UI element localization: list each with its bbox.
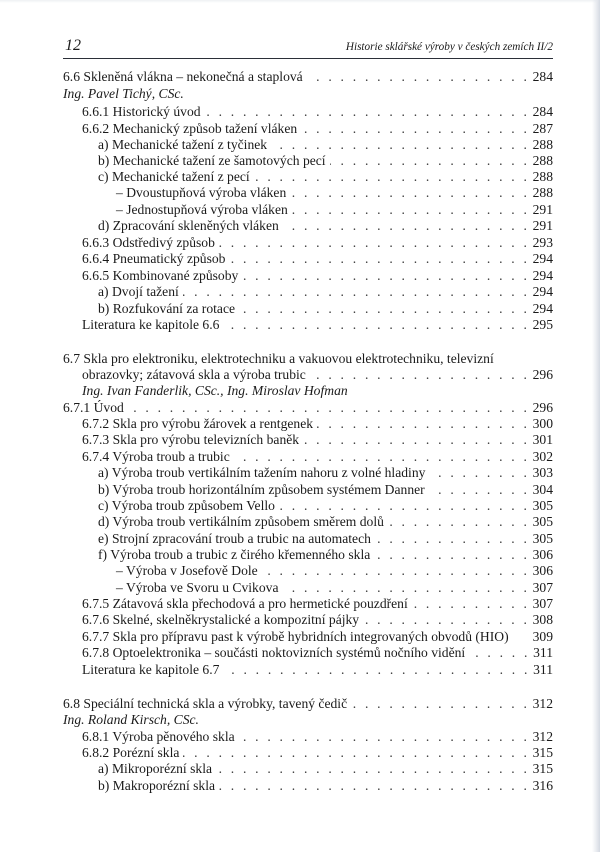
toc-page-number: 294 — [532, 284, 553, 299]
dot-leader — [128, 400, 530, 416]
table-of-contents — [63, 0, 553, 852]
toc-entry-title: 6.8 Speciální technická skla a výrobky, tavený čedič — [63, 696, 348, 711]
toc-entry-title: 6.6.2 Mechanický způsob tažení vláken — [82, 121, 298, 136]
toc-entry-title: b) Výroba troub horizontálním způsobem systémem Danner — [98, 482, 425, 497]
toc-entry[interactable] — [63, 153, 553, 169]
toc-entry-title: c) Výroba troub způsobem Vello — [98, 498, 275, 513]
toc-entry[interactable] — [63, 696, 553, 712]
toc-page-number: 300 — [532, 416, 553, 431]
scan-edge-shadow — [592, 0, 600, 852]
toc-page-number: 316 — [532, 778, 553, 793]
dot-leader — [429, 465, 529, 481]
toc-page-number: 306 — [532, 563, 553, 578]
dot-leader — [183, 284, 530, 300]
toc-entry[interactable] — [63, 745, 553, 761]
toc-entry[interactable] — [63, 449, 553, 465]
dot-leader — [307, 69, 530, 85]
dot-leader — [223, 317, 529, 333]
dot-leader — [363, 612, 530, 628]
dot-leader — [205, 104, 530, 120]
dot-leader — [242, 268, 529, 284]
toc-entry-title: – Výroba ve Svoru u Cvikova — [116, 580, 279, 595]
toc-entry-title: Literatura ke kapitole 6.6 — [82, 317, 220, 332]
toc-entry[interactable] — [63, 251, 553, 267]
toc-entry-title: – Výroba v Josefově Dole — [116, 563, 258, 578]
toc-entry-title: obrazovky; zátavová skla a výroba trubic — [82, 367, 306, 382]
dot-leader — [310, 367, 530, 383]
toc-author-line — [63, 86, 553, 102]
toc-entry[interactable] — [63, 137, 553, 153]
toc-page-number: 304 — [532, 482, 553, 497]
toc-page-number: 305 — [532, 531, 553, 546]
toc-entry-title: – Jednostupňová výroba vláken — [116, 202, 288, 217]
dot-leader — [303, 432, 530, 448]
toc-entry[interactable] — [63, 268, 553, 284]
toc-page-number: 288 — [532, 137, 553, 152]
toc-entry[interactable] — [63, 778, 553, 794]
page-number: 12 — [65, 37, 81, 54]
toc-entry[interactable] — [63, 729, 553, 745]
toc-page-number: 302 — [532, 449, 553, 464]
dot-leader — [279, 498, 530, 514]
toc-page-number: 305 — [532, 514, 553, 529]
dot-leader — [239, 729, 530, 745]
toc-entry[interactable] — [63, 367, 553, 383]
toc-entry[interactable] — [63, 284, 553, 300]
toc-page-number: 288 — [532, 153, 553, 168]
dot-leader — [469, 645, 530, 661]
toc-entry-title: 6.7.1 Úvod — [63, 400, 124, 415]
toc-entry[interactable] — [63, 498, 553, 514]
toc-page-number: 296 — [532, 400, 553, 415]
toc-entry-title: a) Mechanické tažení z tyčinek — [98, 137, 268, 152]
toc-page-number: 294 — [532, 251, 553, 266]
toc-entry[interactable] — [63, 612, 553, 628]
toc-entry[interactable] — [63, 416, 553, 432]
toc-entry-title: 6.6.1 Historický úvod — [82, 104, 201, 119]
toc-entry-title: b) Rozfukování za rotace — [98, 301, 236, 316]
dot-leader — [282, 580, 529, 596]
toc-entry-title: e) Strojní zpracování troub a trubic na automatech — [98, 531, 371, 546]
dot-leader — [219, 778, 530, 794]
toc-entry[interactable] — [63, 645, 553, 661]
toc-entry[interactable] — [63, 69, 553, 85]
dot-leader — [271, 137, 530, 153]
toc-entry-title: a) Mikroporézní skla — [98, 761, 213, 776]
dot-leader — [262, 563, 530, 579]
toc-entry[interactable] — [63, 202, 553, 218]
toc-entry-title: c) Mechanické tažení z pecí — [98, 169, 250, 184]
toc-entry-title: 6.8.1 Výroba pěnového skla — [82, 729, 235, 744]
toc-entry-title: b) Makroporézní skla — [98, 778, 216, 793]
dot-leader — [234, 449, 530, 465]
toc-entry[interactable] — [63, 531, 553, 547]
toc-entry[interactable] — [63, 514, 553, 530]
dot-leader — [374, 547, 529, 563]
toc-page-number: 284 — [532, 69, 553, 84]
toc-entry[interactable] — [63, 351, 553, 367]
toc-page-number: 301 — [532, 432, 553, 447]
toc-author: Ing. Pavel Tichý, CSc. — [63, 86, 184, 101]
toc-entry-title: 6.7.4 Výroba troub a trubic — [82, 449, 230, 464]
toc-entry[interactable] — [63, 596, 553, 612]
toc-entry[interactable] — [63, 432, 553, 448]
toc-page-number: 287 — [532, 121, 553, 136]
dot-leader — [216, 761, 530, 777]
dot-leader — [292, 202, 530, 218]
toc-entry-title: 6.6.4 Pneumatický způsob — [82, 251, 226, 266]
dot-leader — [351, 696, 530, 712]
dot-leader — [317, 416, 530, 432]
toc-page-number: 303 — [532, 465, 553, 480]
toc-page-number: 294 — [532, 268, 553, 283]
toc-author: Ing. Ivan Fanderlik, CSc., Ing. Miroslav Hofman — [82, 383, 348, 398]
toc-entry-title: 6.7.7 Skla pro přípravu past k výrobě hybridních integrovaných obvodů (HIO) — [82, 629, 509, 644]
dot-leader — [412, 596, 530, 612]
dot-leader — [223, 662, 530, 678]
toc-entry[interactable] — [63, 563, 553, 579]
toc-page-number: 311 — [533, 662, 553, 677]
toc-page-number: 284 — [532, 104, 553, 119]
toc-entry-title: d) Zpracování skleněných vláken — [98, 218, 279, 233]
toc-entry[interactable] — [63, 761, 553, 777]
toc-author-line — [63, 383, 553, 399]
toc-entry[interactable] — [63, 169, 553, 185]
dot-leader — [239, 301, 530, 317]
toc-page-number: 311 — [533, 645, 553, 660]
toc-entry-title: 6.8.2 Porézní skla — [82, 745, 180, 760]
toc-page-number: 291 — [532, 202, 553, 217]
toc-entry[interactable] — [63, 465, 553, 481]
dot-leader — [290, 185, 529, 201]
dot-leader — [330, 153, 530, 169]
toc-entry-title: b) Mechanické tažení ze šamotových pecí — [98, 153, 326, 168]
toc-page-number: 291 — [532, 218, 553, 233]
toc-page-number: 312 — [532, 696, 553, 711]
dot-leader — [301, 121, 529, 137]
toc-entry[interactable] — [63, 185, 553, 201]
toc-entry[interactable] — [63, 317, 553, 333]
toc-entry[interactable] — [63, 235, 553, 251]
toc-page-number: 295 — [532, 317, 553, 332]
running-title: Historie sklářské výroby v českých zemích II/2 — [345, 41, 553, 53]
toc-page-number: 307 — [532, 596, 553, 611]
toc-page-number: 312 — [532, 729, 553, 744]
toc-page-number: 288 — [532, 169, 553, 184]
toc-entry-title: d) Výroba troub vertikálním způsobem směrem dolů — [98, 514, 384, 529]
toc-author: Ing. Roland Kirsch, CSc. — [63, 712, 199, 727]
toc-page-number: 294 — [532, 301, 553, 316]
toc-entry[interactable] — [63, 104, 553, 120]
toc-entry-title: a) Dvojí tažení — [98, 284, 179, 299]
toc-page-number: 307 — [532, 580, 553, 595]
toc-entry-title: f) Výroba troub a trubic z čirého křemenného skla — [98, 547, 371, 562]
dot-leader — [229, 251, 529, 267]
toc-entry-title: 6.7.2 Skla pro výrobu žárovek a rentgenek — [82, 416, 314, 431]
toc-entry-title: 6.6.5 Kombinované způsoby — [82, 268, 239, 283]
dot-leader — [375, 531, 530, 547]
toc-entry[interactable] — [63, 482, 553, 498]
toc-entry-title: 6.7 Skla pro elektroniku, elektrotechniku a vakuovou elektrotechniku, televizní — [63, 351, 494, 366]
toc-entry[interactable] — [63, 547, 553, 563]
toc-entry[interactable] — [63, 218, 553, 234]
toc-entry[interactable] — [63, 629, 553, 645]
toc-author-line — [63, 712, 553, 728]
toc-page-number: 306 — [532, 547, 553, 562]
toc-page-number: 293 — [532, 235, 553, 250]
toc-entry-title: a) Výroba troub vertikálním tažením nahoru z volné hladiny — [98, 465, 426, 480]
dot-leader — [219, 235, 530, 251]
toc-page-number: 315 — [532, 745, 553, 760]
dot-leader — [429, 482, 530, 498]
toc-page-number: 305 — [532, 498, 553, 513]
toc-entry-title: 6.7.8 Optoelektronika – součásti noktovizních systémů nočního vidění — [82, 645, 466, 660]
toc-entry[interactable] — [63, 400, 553, 416]
toc-entry[interactable] — [63, 301, 553, 317]
toc-entry-title: 6.7.6 Skelné, skelněkrystalické a kompozitní pájky — [82, 612, 360, 627]
toc-page-number: 308 — [532, 612, 553, 627]
toc-entry-title: 6.7.3 Skla pro výrobu televizních baněk — [82, 432, 300, 447]
toc-entry-title: 6.7.5 Zátavová skla přechodová a pro hermetické pouzdření — [82, 596, 408, 611]
toc-page-number: 296 — [532, 367, 553, 382]
dot-leader — [254, 169, 530, 185]
dot-leader — [388, 514, 530, 530]
toc-page-number: 309 — [532, 629, 553, 644]
toc-entry[interactable] — [63, 662, 553, 678]
toc-entry-title: – Dvoustupňová výroba vláken — [116, 185, 287, 200]
toc-entry-title: 6.6 Skleněná vlákna – nekonečná a staplová — [63, 69, 303, 84]
toc-entry-title: 6.6.3 Odstředivý způsob — [82, 235, 215, 250]
dot-leader — [183, 745, 529, 761]
toc-page-number: 315 — [532, 761, 553, 776]
toc-entry[interactable] — [63, 580, 553, 596]
toc-page-number: 288 — [532, 185, 553, 200]
dot-leader — [283, 218, 530, 234]
toc-entry[interactable] — [63, 121, 553, 137]
toc-entry-title: Literatura ke kapitole 6.7 — [82, 662, 220, 677]
